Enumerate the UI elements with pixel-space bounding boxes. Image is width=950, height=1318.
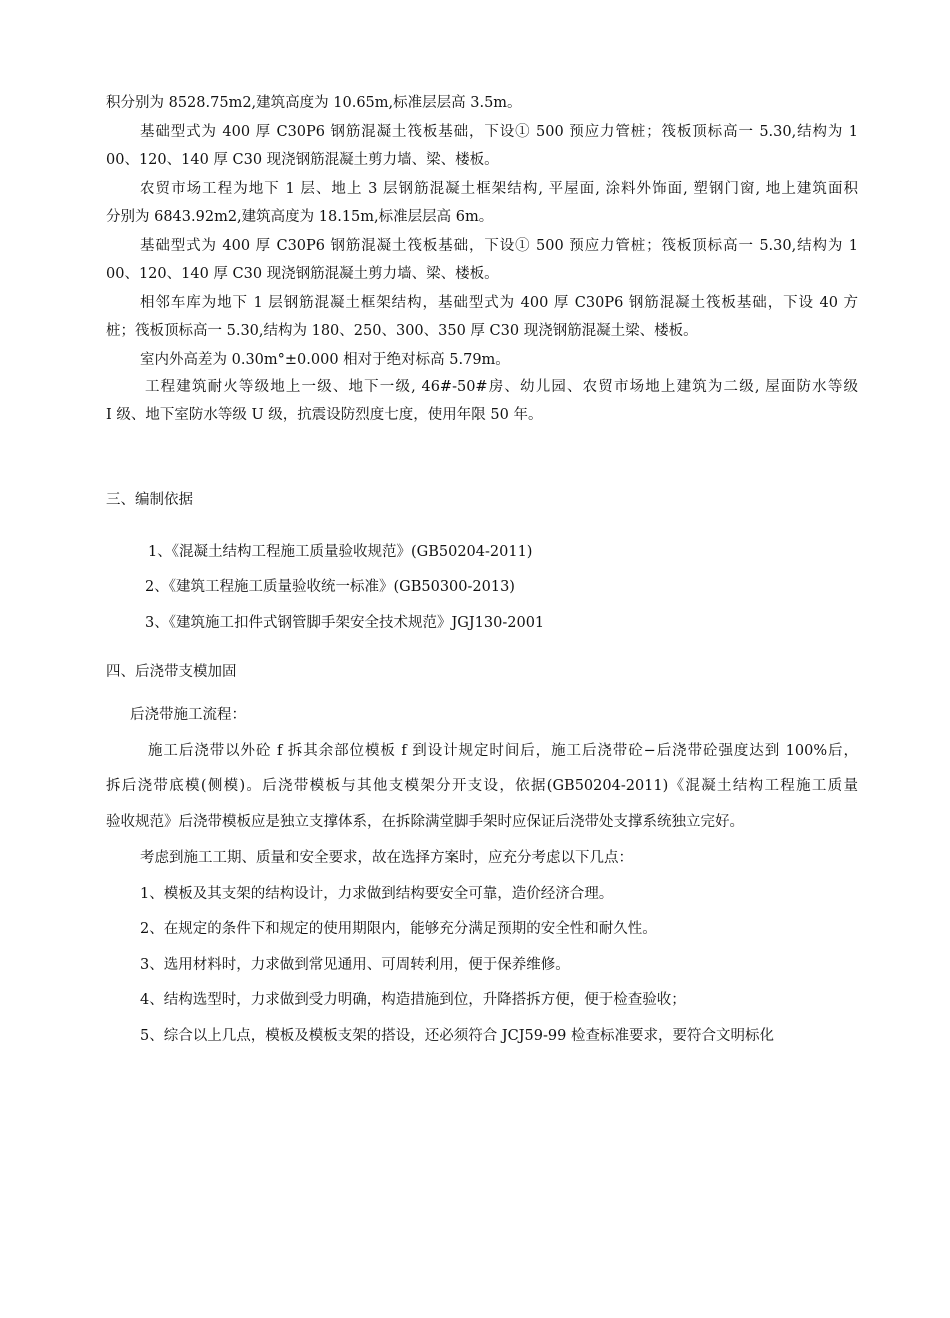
paragraph-garage-line: 相邻车库为地下 1 层钢筋混凝土框架结构，基础型式为 400 厚 C30P6 钢筋混凝土筏板基础，下设 40 方 bbox=[140, 295, 858, 311]
reference-item: 1、《混凝土结构工程施工质量验收规范》(GB50204-2011) bbox=[148, 544, 533, 560]
subheading-flow: 后浇带施工流程： bbox=[130, 707, 246, 723]
paragraph-foundation-line: 基础型式为 400 厚 C30P6 钢筋混凝土筏板基础，下设① 500 预应力管桩；筏板顶标高一 5.30,结构为 1 bbox=[140, 124, 858, 140]
paragraph-foundation-line: 00、120、140 厚 C30 现浇钢筋混凝土剪力墙、梁、楼板。 bbox=[106, 266, 499, 282]
consideration-point: 2、在规定的条件下和规定的使用期限内，能够充分满足预期的安全性和耐久性。 bbox=[140, 921, 657, 937]
paragraph-garage-line: 桩；筏板顶标高一 5.30,结构为 180、250、300、350 厚 C30 现浇钢筋混凝土梁、楼板。 bbox=[106, 323, 698, 339]
paragraph-fire-rating-line: 工程建筑耐火等级地上一级、地下一级, 46#-50#房、幼儿园、农贸市场地上建筑为二级, 屋面防水等级 bbox=[145, 379, 858, 395]
paragraph-flow-line: 验收规范》后浇带模板应是独立支撑体系，在拆除满堂脚手架时应保证后浇带处支撑系统独立完好。 bbox=[106, 814, 744, 830]
paragraph-foundation-line: 00、120、140 厚 C30 现浇钢筋混凝土剪力墙、梁、楼板。 bbox=[106, 152, 499, 168]
paragraph-foundation-line: 基础型式为 400 厚 C30P6 钢筋混凝土筏板基础，下设① 500 预应力管桩；筏板顶标高一 5.30,结构为 1 bbox=[140, 238, 858, 254]
section-heading-post-pour-strip: 四、后浇带支模加固 bbox=[106, 664, 237, 680]
paragraph-flow-line: 拆后浇带底模(侧模)。后浇带模板与其他支模架分开支设，依据(GB50204-2011)《混凝土结构工程施工质量 bbox=[106, 778, 858, 794]
consideration-point: 3、选用材料时，力求做到常见通用、可周转利用，便于保养维修。 bbox=[140, 957, 570, 973]
reference-item: 3、《建筑施工扣件式钢管脚手架安全技术规范》JGJ130-2001 bbox=[145, 615, 545, 631]
consideration-point: 4、结构选型时，力求做到受力明确，构造措施到位，升降搭拆方便，便于检查验收； bbox=[140, 992, 686, 1008]
paragraph-fire-rating-line: I 级、地下室防水等级 U 级，抗震设防烈度七度，使用年限 50 年。 bbox=[106, 407, 543, 423]
paragraph-consideration: 考虑到施工工期、质量和安全要求，故在选择方案时，应充分考虑以下几点： bbox=[140, 850, 633, 866]
section-heading-basis: 三、编制依据 bbox=[106, 492, 193, 508]
paragraph-market-line: 分别为 6843.92m2,建筑高度为 18.15m,标准层层高 6m。 bbox=[106, 209, 494, 225]
consideration-point: 1、模板及其支架的结构设计，力求做到结构要安全可靠，造价经济合理。 bbox=[140, 886, 614, 902]
paragraph-market-line: 农贸市场工程为地下 1 层、地上 3 层钢筋混凝土框架结构, 平屋面, 涂料外饰面, 塑钢门窗, 地上建筑面积 bbox=[140, 181, 858, 197]
reference-item: 2、《建筑工程施工质量验收统一标准》(GB50300-2013) bbox=[145, 579, 515, 595]
paragraph-elevation-line: 室内外高差为 0.30m°±0.000 相对于绝对标高 5.79m。 bbox=[140, 352, 510, 368]
paragraph-flow-line: 施工后浇带以外砼 f 拆其余部位模板 f 到设计规定时间后，施工后浇带砼−后浇带砼强度达到 100%后， bbox=[148, 743, 858, 759]
consideration-point: 5、综合以上几点，模板及模板支架的搭设，还必须符合 JCJ59-99 检查标准要求，要符合文明标化 bbox=[140, 1028, 774, 1044]
paragraph-area-line: 积分别为 8528.75m2,建筑高度为 10.65m,标准层层高 3.5m。 bbox=[106, 95, 522, 111]
